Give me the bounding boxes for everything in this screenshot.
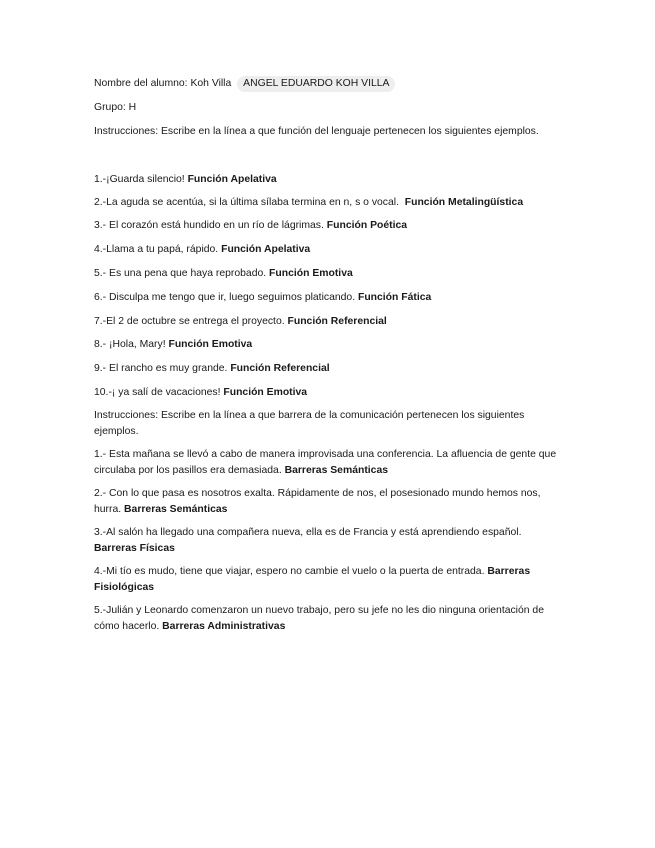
function-answer: Función Emotiva (269, 268, 353, 279)
function-answer: Función Emotiva (223, 387, 308, 398)
function-item: 9.- El rancho es muy grande. Función Referencial (94, 363, 330, 374)
function-item: 3.- El corazón está hundido en un río de lágrimas. Función Poética (94, 220, 408, 231)
function-item: 8.- ¡Hola, Mary! Función Emotiva (94, 339, 253, 350)
barrier-item: 3.-Al salón ha llegado una compañera nueva, ella es de Francia y está aprendiendo español. Barreras Físicas (94, 527, 522, 554)
function-answer: Función Referencial (287, 316, 387, 327)
barrier-item: 4.-Mi tío es mudo, tiene que viajar, espero no cambie el vuelo o la puerta de entrada. Barreras Fisiológicas (94, 566, 531, 593)
barrier-answer: Barreras Semánticas (284, 465, 389, 476)
function-answer: Función Emotiva (168, 339, 253, 350)
function-item: 5.- Es una pena que haya reprobado. Función Emotiva (94, 268, 353, 279)
function-item: 4.-Llama a tu papá, rápido. Función Apelativa (94, 244, 311, 255)
function-item: 1.-¡Guarda silencio! Función Apelativa (94, 174, 277, 185)
barrier-item: 1.- Esta mañana se llevó a cabo de manera improvisada una conferencia. La afluencia de gente que circulaba por los pasillos era demasiada. Barreras Semánticas (94, 449, 557, 476)
function-answer: Función Apelativa (221, 244, 311, 255)
function-item: 2.-La aguda se acentúa, si la última sílaba termina en n, s o vocal. Función Metalingüística (94, 197, 524, 208)
barrier-answer: Barreras Semánticas (124, 504, 228, 515)
function-item: 7.-El 2 de octubre se entrega el proyecto. Función Referencial (94, 316, 387, 327)
instructions-barriers: Instrucciones: Escribe en la línea a que barrera de la comunicación pertenecen los siguientes ejemplos. (94, 410, 525, 437)
barrier-item: 2.- Con lo que pasa es nosotros exalta. Rápidamente de nos, el posesionado mundo hemos nos, hurra. Barreras Semánticas (94, 488, 541, 515)
barrier-item: 5.-Julián y Leonardo comenzaron un nuevo trabajo, pero su jefe no les dio ninguna orientación de cómo hacerlo. Barreras Administrativas (94, 605, 544, 632)
function-item: 10.-¡ ya salí de vacaciones! Función Emotiva (94, 387, 308, 398)
student-name-line (94, 76, 395, 92)
student-name-label: Nombre del alumno: Koh Villa (94, 78, 232, 89)
barrier-answer: Barreras Administrativas (162, 621, 286, 632)
function-answer: Función Poética (326, 220, 408, 231)
barrier-answer: Barreras Fisiológicas (94, 566, 531, 593)
function-answer: Función Apelativa (187, 174, 277, 185)
function-answer: Función Referencial (230, 363, 330, 374)
barrier-answer: Barreras Físicas (94, 543, 175, 554)
function-item: 6.- Disculpa me tengo que ir, luego seguimos platicando. Función Fática (94, 292, 432, 303)
instructions-functions: Instrucciones: Escribe en la línea a que función del lenguaje pertenecen los siguientes ejemplos. (94, 126, 539, 137)
group-line: Grupo: H (94, 102, 137, 113)
student-name-chip: ANGEL EDUARDO KOH VILLA (237, 76, 395, 92)
function-answer: Función Metalingüística (404, 197, 524, 208)
function-answer: Función Fática (357, 292, 432, 303)
